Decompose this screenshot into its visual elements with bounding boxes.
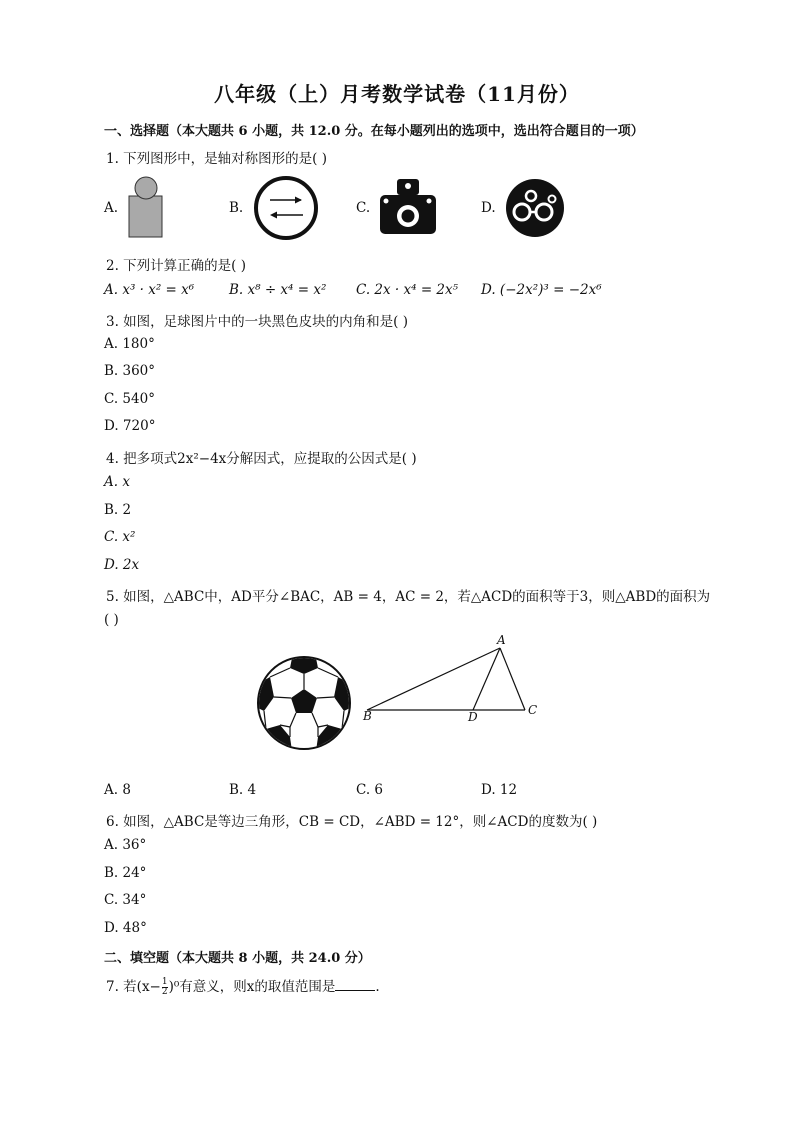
q6-option-c: C. 34° [104, 892, 147, 908]
q4-option-d: D. 2x [104, 557, 140, 573]
point-a-label: A [497, 633, 506, 647]
section-1-heading: 一、选择题（本大题共 6 小题，共 12.0 分。在每小题列出的选项中，选出符合题目的一项） [104, 124, 644, 139]
q3-option-a: A. 180° [104, 336, 155, 352]
soccer-ball-figure [256, 655, 352, 751]
camera-figure [378, 178, 440, 236]
question-7-stem [106, 975, 380, 997]
q5-option-b: B. 4 [229, 782, 257, 798]
point-d-label: D [468, 710, 478, 724]
question-2-stem: 2. 下列计算正确的是( ) [106, 258, 246, 274]
q5-option-a: A. 8 [104, 782, 131, 798]
q1-option-a-label: A. [104, 200, 119, 216]
triangle-abc-figure [360, 635, 550, 730]
q2-option-d: D. (−2x²)³ = −2x⁶ [481, 282, 602, 298]
q6-option-b: B. 24° [104, 865, 147, 881]
section-2-heading: 二、填空题（本大题共 8 小题，共 24.0 分） [104, 951, 371, 966]
q7-end: . [375, 979, 380, 995]
point-c-label: C [528, 703, 538, 717]
q7-suffix: )⁰有意义，则x的取值范围是 [168, 979, 336, 995]
q7-answer-blank[interactable] [335, 978, 375, 991]
question-5-stem: 5. 如图，△ABC中，AD平分∠BAC，AB = 4，AC = 2，若△ACD的面积等于3，则△ABD的面积为 [106, 589, 711, 605]
circle-arrows-figure [253, 175, 319, 241]
q2-option-a: A. x³ · x² = x⁶ [104, 282, 195, 298]
point-b-label: B [363, 709, 372, 723]
bubbles-logo-figure [504, 179, 566, 237]
question-6-stem: 6. 如图，△ABC是等边三角形，CB = CD，∠ABD = 12°，则∠ACD的度数为( ) [106, 814, 598, 830]
q7-fraction-numerator: 1 [161, 977, 168, 987]
q1-option-c-label: C. [356, 200, 371, 216]
q4-option-a: A. x [104, 474, 130, 490]
q7-prefix: 7. 若(x− [106, 979, 161, 995]
question-3-stem: 3. 如图，足球图片中的一块黑色皮块的内角和是( ) [106, 314, 408, 330]
q4-option-c: C. x² [104, 529, 136, 545]
question-1-stem: 1. 下列图形中，是轴对称图形的是( ) [106, 151, 327, 167]
page-title: 八年级（上）月考数学试卷（11月份） [214, 82, 580, 106]
q2-option-b: B. x⁸ ÷ x⁴ = x² [229, 282, 327, 298]
person-block-figure [126, 176, 166, 238]
q6-option-a: A. 36° [104, 837, 147, 853]
q4-option-b: B. 2 [104, 502, 132, 518]
question-4-stem: 4. 把多项式2x²−4x分解因式，应提取的公因式是( ) [106, 451, 417, 467]
q3-option-c: C. 540° [104, 391, 155, 407]
q7-fraction [162, 978, 168, 997]
q6-option-d: D. 48° [104, 920, 147, 936]
q3-option-d: D. 720° [104, 418, 156, 434]
q3-option-b: B. 360° [104, 363, 156, 379]
q5-option-d: D. 12 [481, 782, 518, 798]
q2-option-c: C. 2x · x⁴ = 2x⁵ [356, 282, 459, 298]
q1-option-d-label: D. [481, 200, 496, 216]
question-5-stem-continued: ( ) [104, 612, 119, 628]
q7-fraction-denominator: 2 [161, 987, 168, 997]
q5-option-c: C. 6 [356, 782, 384, 798]
q1-option-b-label: B. [229, 200, 244, 216]
